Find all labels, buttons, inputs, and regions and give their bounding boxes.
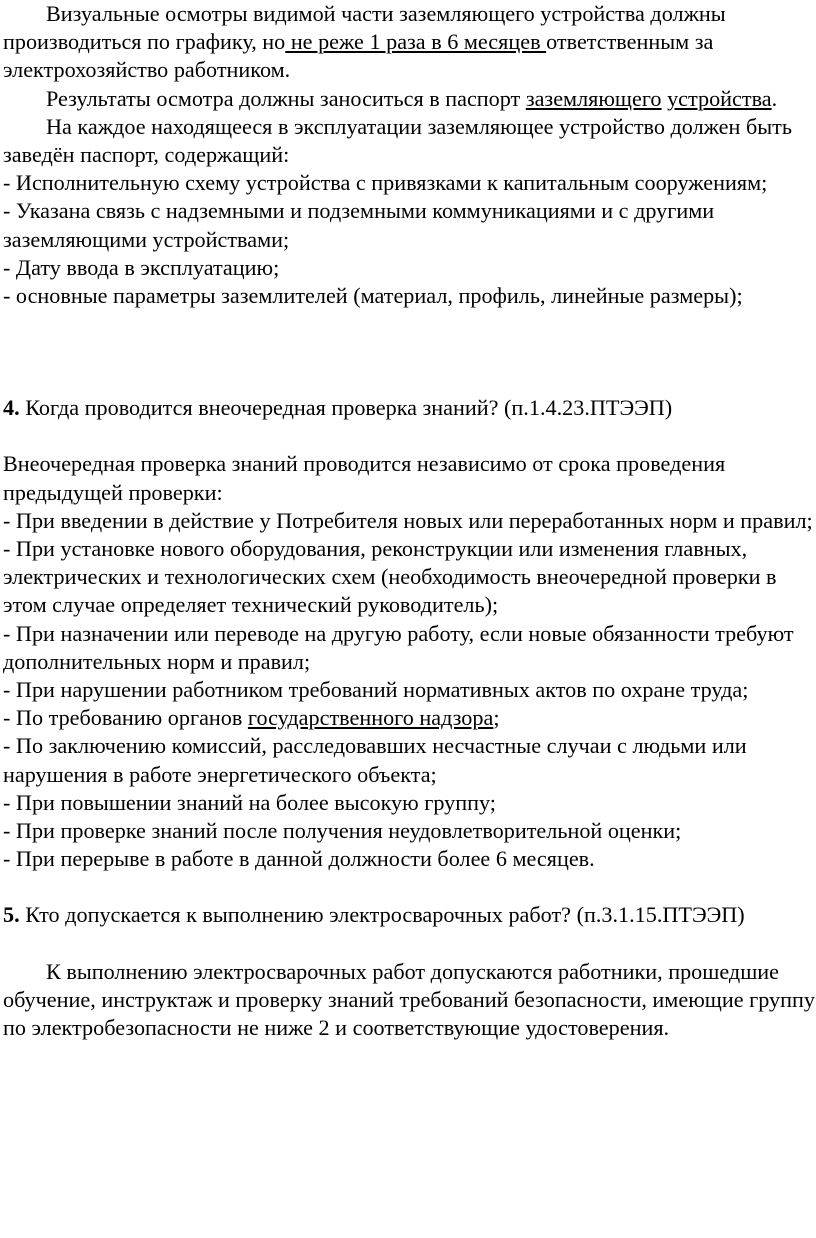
list-item: - При нарушении работником требований нормативных актов по охране труда; <box>3 677 749 703</box>
text: - По требованию органов <box>3 705 248 731</box>
link-zazemlyayushchego[interactable]: заземляющего <box>525 85 662 111</box>
list-item: - При назначении или переводе на другую работу, если новые обязанности требуют дополнительных норм и правил; <box>3 620 800 674</box>
list-item <box>3 704 815 732</box>
question-text: Кто допускается к выполнению электросварочных работ? (п.3.1.15.ПТЭЭП) <box>19 902 745 928</box>
paragraph-inspection <box>3 0 815 85</box>
list-item: - При проверке знаний после получения неудовлетворительной оценки; <box>3 818 682 844</box>
text: . <box>771 85 778 111</box>
list-item: - Указана связь с надземными и подземными коммуникациями и с другими заземляющими устройствами; <box>3 198 720 252</box>
question-number: 4. <box>3 395 20 421</box>
list-item: - При введении в действие у Потребителя новых или переработанных норм и правил; <box>3 507 813 533</box>
spacer <box>3 873 815 901</box>
paragraph-passport: На каждое находящееся в эксплуатации заземляющее устройство должен быть заведён паспорт, содержащий: <box>3 113 798 168</box>
text: ; <box>493 705 500 731</box>
text: ответственным за электрохозяйство работником. <box>3 29 719 83</box>
spacer <box>3 930 815 958</box>
link-gosnadzor[interactable]: государственного надзора <box>247 705 494 731</box>
question-5 <box>3 901 815 929</box>
list-item: - По заключению комиссий, расследовавших несчастные случаи с людьми или нарушения в работе энергетического объекта; <box>3 733 753 787</box>
question-number: 5. <box>3 902 20 928</box>
list-item: - При установке нового оборудования, реконструкции или изменения главных, электрических и технологических схем (необходимость внеочередной проверки в этом случае определяет технический руководитель); <box>3 536 783 618</box>
answer-4: Внеочередная проверка знаний проводится независимо от срока проведения предыдущей проверки: <box>3 451 731 505</box>
list-item: - Дату ввода в эксплуатацию; <box>3 254 280 280</box>
question-text: Когда проводится внеочередная проверка знаний? (п.1.4.23.ПТЭЭП) <box>19 395 673 421</box>
link-ustroystva[interactable]: устройства <box>667 85 772 111</box>
text: Результаты осмотра должны заноситься в паспорт <box>46 85 526 111</box>
text: Визуальные осмотры видимой части заземляющего устройства должны производиться по графику, но <box>3 1 732 55</box>
question-4 <box>3 394 815 422</box>
list-item: - Исполнительную схему устройства с привязками к капитальным сооружениям; <box>3 170 768 196</box>
paragraph-results <box>3 85 815 113</box>
document-page <box>3 0 815 1042</box>
list-item: - При повышении знаний на более высокую группу; <box>3 789 496 815</box>
spacer <box>3 422 815 450</box>
list-item: - При перерыве в работе в данной должности более 6 месяцев. <box>3 846 595 872</box>
answer-5: К выполнению электросварочных работ допускаются работники, прошедшие обучение, инструктаж и проверку знаний требований безопасности, имеющие группу по электробезопасности не ниже 2 и соответствующие удостоверения. <box>3 958 815 1041</box>
spacer <box>3 310 815 394</box>
underlined-text: не реже 1 раза в 6 месяцев <box>285 29 547 55</box>
list-item: - основные параметры заземлителей (материал, профиль, линейные размеры); <box>3 283 743 309</box>
